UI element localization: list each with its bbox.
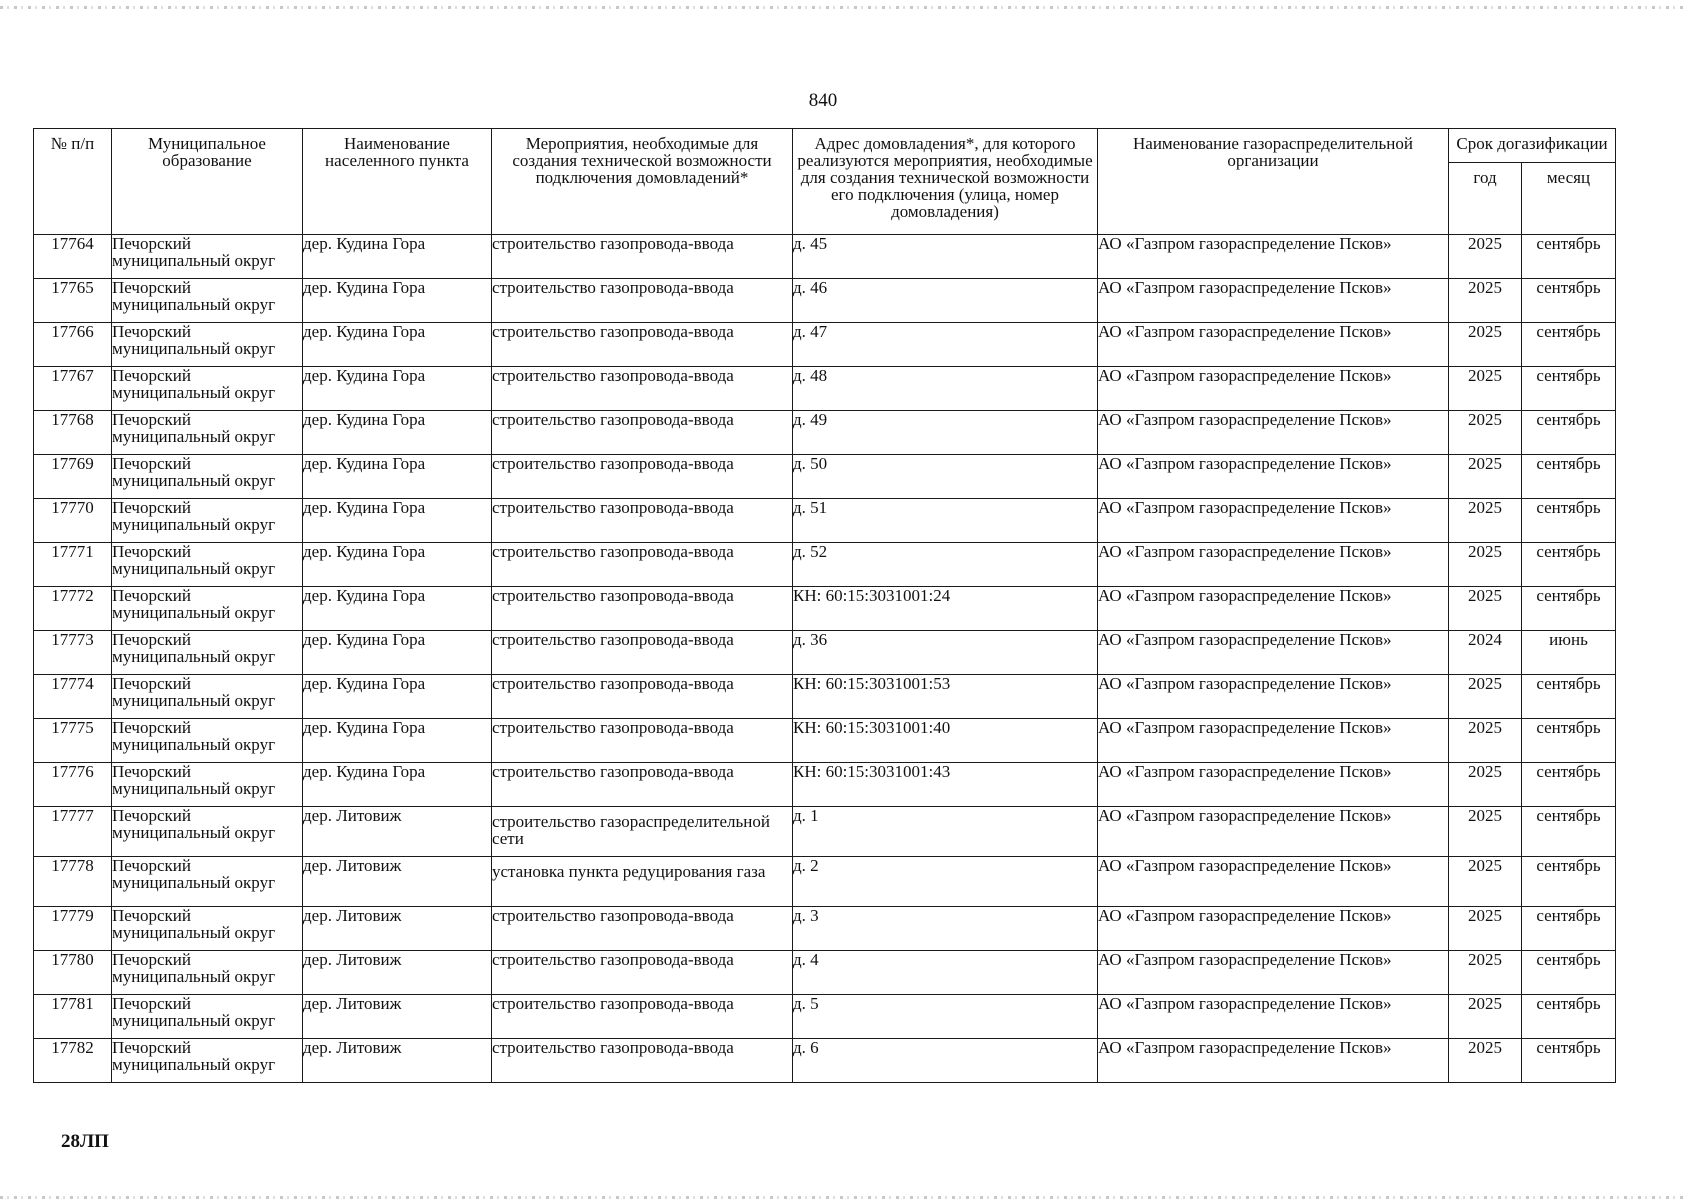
year-cell: 2025: [1449, 543, 1522, 587]
address-cell: д. 45: [793, 235, 1098, 279]
table-row: [34, 1039, 1616, 1083]
month-cell: сентябрь: [1522, 763, 1616, 807]
activity-cell: установка пункта редуцирования газа: [492, 857, 793, 907]
table-row: [34, 995, 1616, 1039]
settlement-cell: дер. Кудина Гора: [303, 587, 492, 631]
activity-cell: строительство газопровода-ввода: [492, 719, 793, 763]
year-cell: 2025: [1449, 235, 1522, 279]
municipality-cell: Печорский муниципальный округ: [112, 857, 303, 907]
address-cell: д. 49: [793, 411, 1098, 455]
address-cell: д. 4: [793, 951, 1098, 995]
settlement-cell: дер. Кудина Гора: [303, 499, 492, 543]
gasification-table: [33, 128, 1616, 1083]
year-cell: 2025: [1449, 499, 1522, 543]
month-cell: июнь: [1522, 631, 1616, 675]
month-cell: сентябрь: [1522, 1039, 1616, 1083]
organization-cell: АО «Газпром газораспределение Псков»: [1098, 951, 1449, 995]
municipality-cell: Печорский муниципальный округ: [112, 543, 303, 587]
year-cell: 2025: [1449, 675, 1522, 719]
year-cell: 2025: [1449, 807, 1522, 857]
activity-cell: строительство газопровода-ввода: [492, 323, 793, 367]
address-cell: КН: 60:15:3031001:43: [793, 763, 1098, 807]
settlement-cell: дер. Кудина Гора: [303, 543, 492, 587]
municipality-cell: Печорский муниципальный округ: [112, 995, 303, 1039]
address-cell: д. 47: [793, 323, 1098, 367]
month-cell: сентябрь: [1522, 807, 1616, 857]
month-cell: сентябрь: [1522, 907, 1616, 951]
year-cell: 2025: [1449, 995, 1522, 1039]
table-row: [34, 719, 1616, 763]
year-cell: 2025: [1449, 411, 1522, 455]
table-row: [34, 631, 1616, 675]
settlement-cell: дер. Кудина Гора: [303, 411, 492, 455]
row-number: 17776: [34, 763, 112, 807]
activity-cell: строительство газораспределительной сети: [492, 807, 793, 857]
activity-cell: строительство газопровода-ввода: [492, 279, 793, 323]
activity-cell: строительство газопровода-ввода: [492, 763, 793, 807]
year-cell: 2025: [1449, 279, 1522, 323]
municipality-cell: Печорский муниципальный округ: [112, 631, 303, 675]
table-row: [34, 367, 1616, 411]
activity-cell: строительство газопровода-ввода: [492, 587, 793, 631]
organization-cell: АО «Газпром газораспределение Псков»: [1098, 1039, 1449, 1083]
year-cell: 2024: [1449, 631, 1522, 675]
address-cell: КН: 60:15:3031001:40: [793, 719, 1098, 763]
table-row: [34, 543, 1616, 587]
row-number: 17773: [34, 631, 112, 675]
settlement-cell: дер. Литовиж: [303, 951, 492, 995]
month-cell: сентябрь: [1522, 857, 1616, 907]
row-number: 17780: [34, 951, 112, 995]
activity-cell: строительство газопровода-ввода: [492, 235, 793, 279]
settlement-cell: дер. Кудина Гора: [303, 763, 492, 807]
header-settlement: Наименование населенного пункта: [303, 129, 492, 235]
row-number: 17772: [34, 587, 112, 631]
scan-edge-bottom: [0, 1196, 1686, 1199]
footer-code: 28ЛП: [61, 1131, 109, 1152]
scan-edge-top: [0, 6, 1686, 9]
address-cell: д. 51: [793, 499, 1098, 543]
row-number: 17774: [34, 675, 112, 719]
month-cell: сентябрь: [1522, 411, 1616, 455]
address-cell: д. 3: [793, 907, 1098, 951]
row-number: 17781: [34, 995, 112, 1039]
settlement-cell: дер. Кудина Гора: [303, 323, 492, 367]
settlement-cell: дер. Кудина Гора: [303, 455, 492, 499]
month-cell: сентябрь: [1522, 675, 1616, 719]
row-number: 17777: [34, 807, 112, 857]
activity-cell: строительство газопровода-ввода: [492, 1039, 793, 1083]
table-row: [34, 235, 1616, 279]
row-number: 17768: [34, 411, 112, 455]
month-cell: сентябрь: [1522, 323, 1616, 367]
address-cell: д. 50: [793, 455, 1098, 499]
page-number: 840: [808, 90, 838, 111]
row-number: 17767: [34, 367, 112, 411]
row-number: 17765: [34, 279, 112, 323]
row-number: 17770: [34, 499, 112, 543]
activity-cell: строительство газопровода-ввода: [492, 995, 793, 1039]
municipality-cell: Печорский муниципальный округ: [112, 675, 303, 719]
activity-cell: строительство газопровода-ввода: [492, 543, 793, 587]
address-cell: д. 48: [793, 367, 1098, 411]
table-row: [34, 907, 1616, 951]
month-cell: сентябрь: [1522, 235, 1616, 279]
organization-cell: АО «Газпром газораспределение Псков»: [1098, 763, 1449, 807]
header-num: № п/п: [34, 129, 112, 235]
settlement-cell: дер. Литовиж: [303, 995, 492, 1039]
address-cell: КН: 60:15:3031001:24: [793, 587, 1098, 631]
table-row: [34, 279, 1616, 323]
year-cell: 2025: [1449, 719, 1522, 763]
municipality-cell: Печорский муниципальный округ: [112, 951, 303, 995]
table-body: [34, 235, 1616, 1083]
organization-cell: АО «Газпром газораспределение Псков»: [1098, 279, 1449, 323]
settlement-cell: дер. Кудина Гора: [303, 719, 492, 763]
municipality-cell: Печорский муниципальный округ: [112, 719, 303, 763]
municipality-cell: Печорский муниципальный округ: [112, 367, 303, 411]
year-cell: 2025: [1449, 367, 1522, 411]
organization-cell: АО «Газпром газораспределение Псков»: [1098, 235, 1449, 279]
settlement-cell: дер. Кудина Гора: [303, 279, 492, 323]
activity-cell: строительство газопровода-ввода: [492, 951, 793, 995]
header-organization: Наименование газораспределительной организации: [1098, 129, 1449, 235]
organization-cell: АО «Газпром газораспределение Псков»: [1098, 543, 1449, 587]
organization-cell: АО «Газпром газораспределение Псков»: [1098, 857, 1449, 907]
settlement-cell: дер. Кудина Гора: [303, 675, 492, 719]
year-cell: 2025: [1449, 455, 1522, 499]
year-cell: 2025: [1449, 587, 1522, 631]
organization-cell: АО «Газпром газораспределение Псков»: [1098, 995, 1449, 1039]
row-number: 17771: [34, 543, 112, 587]
year-cell: 2025: [1449, 857, 1522, 907]
year-cell: 2025: [1449, 907, 1522, 951]
municipality-cell: Печорский муниципальный округ: [112, 907, 303, 951]
organization-cell: АО «Газпром газораспределение Псков»: [1098, 907, 1449, 951]
activity-cell: строительство газопровода-ввода: [492, 907, 793, 951]
address-cell: д. 2: [793, 857, 1098, 907]
year-cell: 2025: [1449, 323, 1522, 367]
table-row: [34, 587, 1616, 631]
year-cell: 2025: [1449, 951, 1522, 995]
activity-cell: строительство газопровода-ввода: [492, 631, 793, 675]
row-number: 17778: [34, 857, 112, 907]
month-cell: сентябрь: [1522, 951, 1616, 995]
table-row: [34, 857, 1616, 907]
header-month: месяц: [1522, 163, 1616, 235]
month-cell: сентябрь: [1522, 995, 1616, 1039]
organization-cell: АО «Газпром газораспределение Псков»: [1098, 587, 1449, 631]
header-municipality: Муниципальное образование: [112, 129, 303, 235]
row-number: 17764: [34, 235, 112, 279]
row-number: 17775: [34, 719, 112, 763]
municipality-cell: Печорский муниципальный округ: [112, 411, 303, 455]
table-row: [34, 807, 1616, 857]
organization-cell: АО «Газпром газораспределение Псков»: [1098, 367, 1449, 411]
address-cell: д. 36: [793, 631, 1098, 675]
municipality-cell: Печорский муниципальный округ: [112, 235, 303, 279]
table-row: [34, 499, 1616, 543]
organization-cell: АО «Газпром газораспределение Псков»: [1098, 499, 1449, 543]
activity-cell: строительство газопровода-ввода: [492, 367, 793, 411]
activity-cell: строительство газопровода-ввода: [492, 411, 793, 455]
month-cell: сентябрь: [1522, 499, 1616, 543]
address-cell: д. 52: [793, 543, 1098, 587]
table-row: [34, 675, 1616, 719]
organization-cell: АО «Газпром газораспределение Псков»: [1098, 631, 1449, 675]
municipality-cell: Печорский муниципальный округ: [112, 499, 303, 543]
municipality-cell: Печорский муниципальный округ: [112, 807, 303, 857]
table-row: [34, 411, 1616, 455]
table-row: [34, 763, 1616, 807]
year-cell: 2025: [1449, 763, 1522, 807]
organization-cell: АО «Газпром газораспределение Псков»: [1098, 411, 1449, 455]
row-number: 17766: [34, 323, 112, 367]
organization-cell: АО «Газпром газораспределение Псков»: [1098, 807, 1449, 857]
header-deadline: Срок догазификации: [1449, 129, 1616, 163]
settlement-cell: дер. Литовиж: [303, 1039, 492, 1083]
month-cell: сентябрь: [1522, 719, 1616, 763]
table-row: [34, 455, 1616, 499]
organization-cell: АО «Газпром газораспределение Псков»: [1098, 455, 1449, 499]
organization-cell: АО «Газпром газораспределение Псков»: [1098, 675, 1449, 719]
settlement-cell: дер. Кудина Гора: [303, 631, 492, 675]
activity-cell: строительство газопровода-ввода: [492, 499, 793, 543]
settlement-cell: дер. Кудина Гора: [303, 235, 492, 279]
organization-cell: АО «Газпром газораспределение Псков»: [1098, 323, 1449, 367]
municipality-cell: Печорский муниципальный округ: [112, 455, 303, 499]
header-year: год: [1449, 163, 1522, 235]
municipality-cell: Печорский муниципальный округ: [112, 763, 303, 807]
address-cell: д. 46: [793, 279, 1098, 323]
row-number: 17782: [34, 1039, 112, 1083]
municipality-cell: Печорский муниципальный округ: [112, 1039, 303, 1083]
municipality-cell: Печорский муниципальный округ: [112, 279, 303, 323]
month-cell: сентябрь: [1522, 543, 1616, 587]
month-cell: сентябрь: [1522, 455, 1616, 499]
table-row: [34, 951, 1616, 995]
month-cell: сентябрь: [1522, 367, 1616, 411]
settlement-cell: дер. Литовиж: [303, 807, 492, 857]
year-cell: 2025: [1449, 1039, 1522, 1083]
settlement-cell: дер. Кудина Гора: [303, 367, 492, 411]
address-cell: д. 1: [793, 807, 1098, 857]
month-cell: сентябрь: [1522, 587, 1616, 631]
month-cell: сентябрь: [1522, 279, 1616, 323]
activity-cell: строительство газопровода-ввода: [492, 675, 793, 719]
municipality-cell: Печорский муниципальный округ: [112, 587, 303, 631]
table-row: [34, 323, 1616, 367]
address-cell: КН: 60:15:3031001:53: [793, 675, 1098, 719]
settlement-cell: дер. Литовиж: [303, 907, 492, 951]
row-number: 17779: [34, 907, 112, 951]
settlement-cell: дер. Литовиж: [303, 857, 492, 907]
activity-cell: строительство газопровода-ввода: [492, 455, 793, 499]
row-number: 17769: [34, 455, 112, 499]
address-cell: д. 5: [793, 995, 1098, 1039]
organization-cell: АО «Газпром газораспределение Псков»: [1098, 719, 1449, 763]
header-activities: Мероприятия, необходимые для создания технической возможности подключения домовладений*: [492, 129, 793, 235]
table-header: [34, 129, 1616, 235]
municipality-cell: Печорский муниципальный округ: [112, 323, 303, 367]
address-cell: д. 6: [793, 1039, 1098, 1083]
header-address: Адрес домовладения*, для которого реализуются мероприятия, необходимые для создания технической возможности его подключения (улица, номер домовладения): [793, 129, 1098, 235]
